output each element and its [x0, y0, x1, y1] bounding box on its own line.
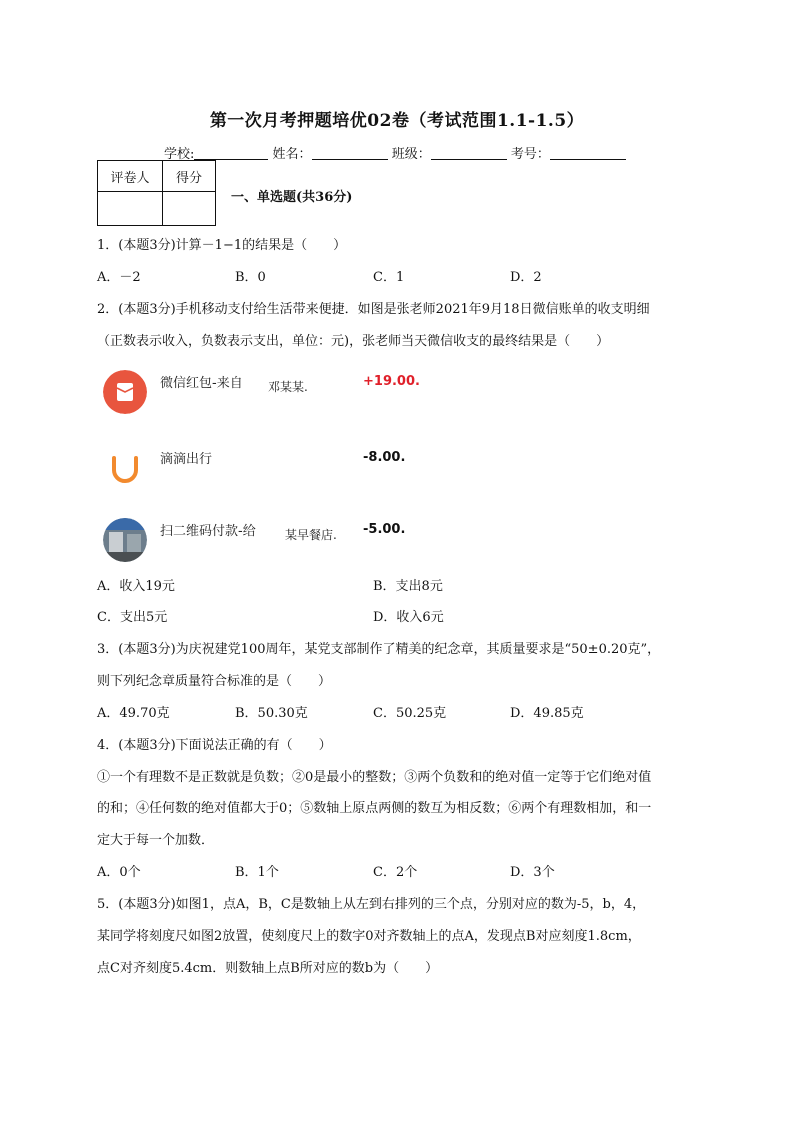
payment-name: 微信红包-来自: [160, 376, 243, 391]
question-4-text-line-2: 的和；④任何数的绝对值都大于0；⑤数轴上原点两侧的数互为相反数；⑥两个有理数相加，和一: [97, 801, 652, 816]
section-title: 一、单选题(共36分): [231, 190, 353, 205]
payment-name: 扫二维码付款-给: [160, 524, 256, 539]
student-info-line: [164, 143, 626, 162]
class-blank[interactable]: [431, 147, 507, 160]
q3-option-d[interactable]: D．49.85克: [510, 706, 584, 721]
red-envelope-icon: [103, 370, 147, 414]
name-blank[interactable]: [312, 147, 388, 160]
q4-option-a[interactable]: A．0个: [97, 865, 141, 880]
name-label: 姓名：: [272, 147, 312, 162]
q1-option-b[interactable]: B．0: [235, 270, 266, 285]
question-3-stem-line-2: 则下列纪念章质量符合标准的是（ ）: [97, 674, 332, 689]
didi-icon: [103, 446, 147, 490]
payment-row-red-envelope: [100, 370, 440, 418]
q3-option-c[interactable]: C．50.25克: [373, 706, 447, 721]
question-3-stem-line-1: 3．(本题3分)为庆祝建党100周年，某党支部制作了精美的纪念章，其质量要求是“50±0.20克”，: [97, 642, 661, 657]
question-2-stem-line-2: （正数表示收入，负数表示支出，单位：元)，张老师当天微信收支的最终结果是（ ）: [97, 334, 610, 349]
reviewer-cell[interactable]: [98, 192, 163, 226]
shop-photo-icon: [103, 518, 147, 562]
number-label: 考号：: [510, 147, 550, 162]
q4-option-d[interactable]: D．3个: [510, 865, 555, 880]
q1-option-c[interactable]: C．1: [373, 270, 405, 285]
q2-option-d[interactable]: D．收入6元: [373, 610, 444, 625]
payment-name: 滴滴出行: [160, 452, 213, 467]
school-label: 学校:: [164, 147, 195, 162]
q4-option-c[interactable]: C．2个: [373, 865, 418, 880]
number-blank[interactable]: [550, 147, 626, 160]
reviewer-header: 评卷人: [98, 161, 163, 192]
payment-counterparty: 某早餐店.: [285, 528, 337, 542]
score-header: 得分: [163, 161, 216, 192]
payment-row-didi: [100, 446, 440, 494]
payment-counterparty: 邓某某.: [268, 380, 308, 394]
school-blank[interactable]: [194, 147, 268, 160]
payment-row-qr: [100, 518, 440, 566]
question-2-stem-line-1: 2．(本题3分)手机移动支付给生活带来便捷．如图是张老师2021年9月18日微信账单的收支明细: [97, 302, 650, 317]
q1-option-d[interactable]: D．2: [510, 270, 542, 285]
score-cell[interactable]: [163, 192, 216, 226]
question-5-stem-line-1: 5．(本题3分)如图1，点A，B，C是数轴上从左到右排列的三个点，分别对应的数为-5，b，4，: [97, 897, 646, 912]
question-5-stem-line-2: 某同学将刻度尺如图2放置，使刻度尺上的数字0对齐数轴上的点A，发现点B对应刻度1.8cm，: [97, 929, 641, 944]
q2-option-b[interactable]: B．支出8元: [373, 579, 443, 594]
q4-option-b[interactable]: B．1个: [235, 865, 279, 880]
class-label: 班级：: [391, 147, 431, 162]
question-4-text-line-3: 定大于每一个加数．: [97, 833, 215, 848]
score-table: [97, 160, 216, 226]
question-4-text-line-1: ①一个有理数不是正数就是负数；②0是最小的整数；③两个负数和的绝对值一定等于它们绝对值: [97, 770, 652, 785]
question-5-stem-line-3: 点C对齐刻度5.4cm．则数轴上点B所对应的数b为（ ）: [97, 961, 439, 976]
payment-amount: +19.00.: [363, 374, 420, 389]
q3-option-a[interactable]: A．49.70克: [97, 706, 170, 721]
payment-amount: -5.00.: [363, 522, 406, 537]
q2-option-a[interactable]: A．收入19元: [97, 579, 175, 594]
page-title: 第一次月考押题培优02卷（考试范围1.1-1.5）: [209, 111, 585, 131]
q2-option-c[interactable]: C．支出5元: [97, 610, 168, 625]
q1-option-a[interactable]: A．－2: [97, 270, 141, 285]
question-4-stem: 4．(本题3分)下面说法正确的有（ ）: [97, 738, 332, 753]
question-1-stem: 1．(本题3分)计算－1−1的结果是（ ）: [97, 238, 347, 253]
payment-amount: -8.00.: [363, 450, 406, 465]
q3-option-b[interactable]: B．50.30克: [235, 706, 308, 721]
